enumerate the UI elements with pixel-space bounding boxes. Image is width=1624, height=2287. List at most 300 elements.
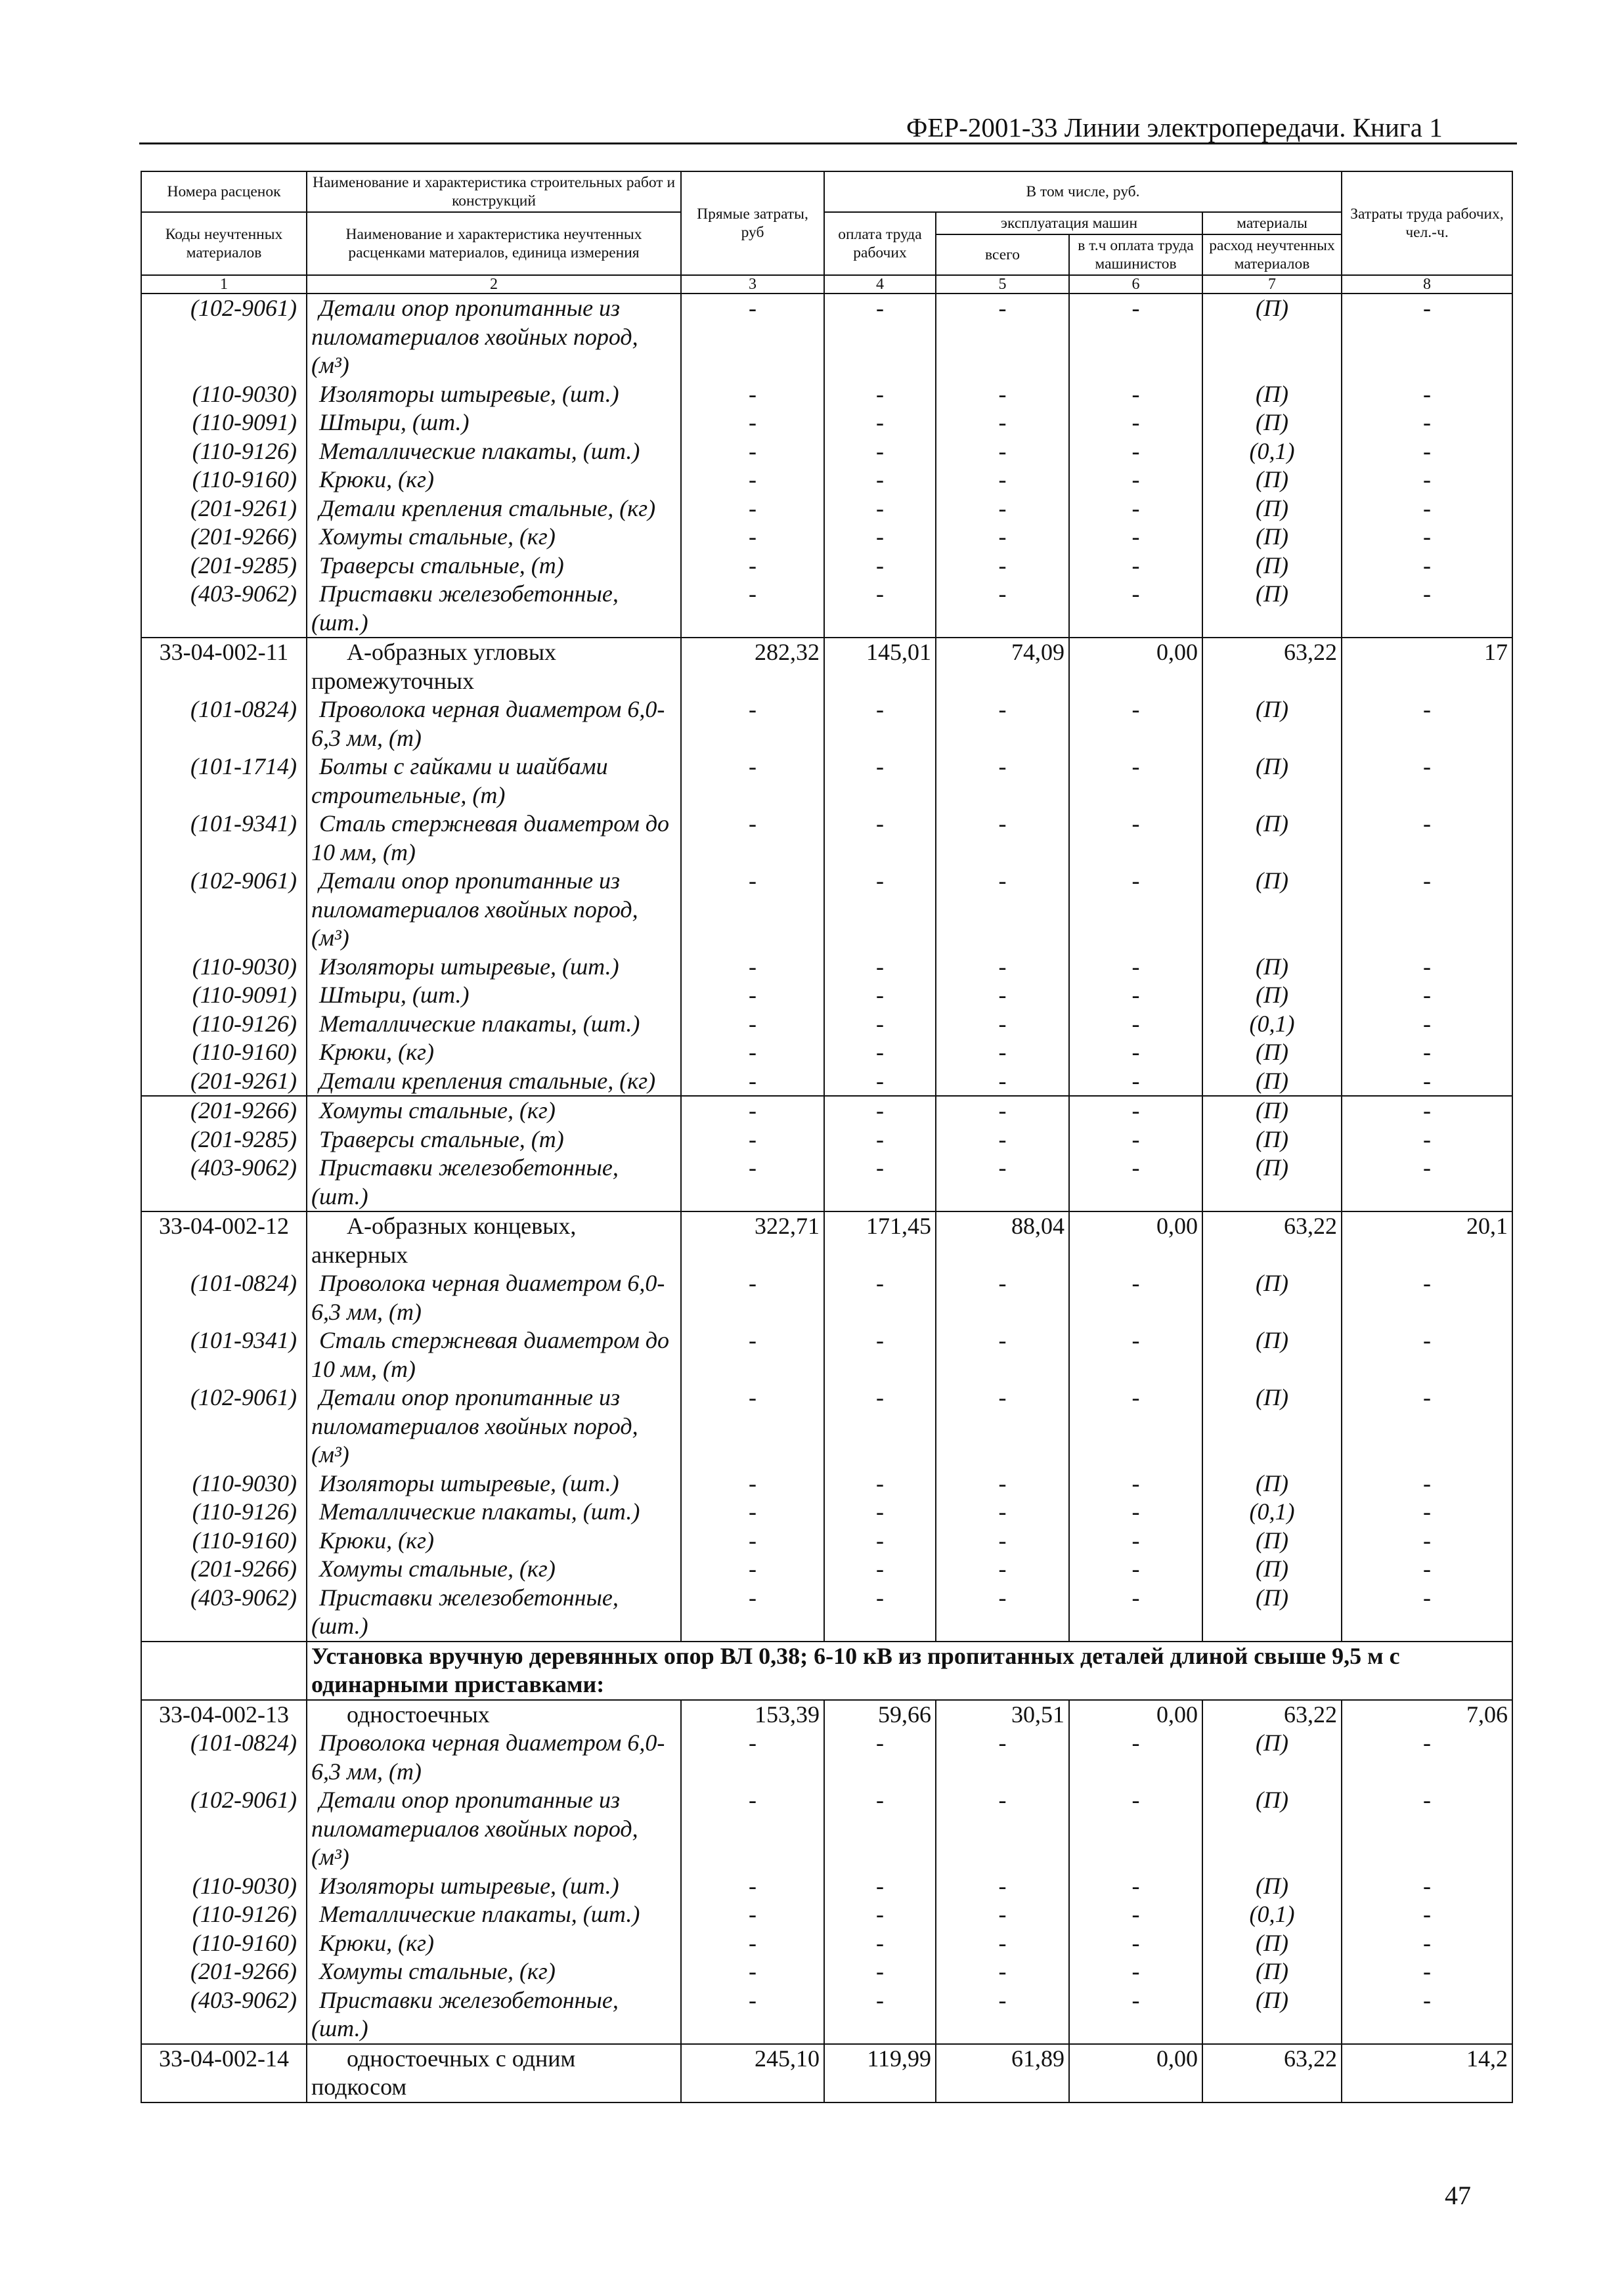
operator-pay-value: -	[1069, 380, 1202, 409]
border-cell	[1069, 2102, 1202, 2103]
material-name: Приставки железобетонные, (шт.)	[307, 1584, 681, 1642]
col-number: 6	[1069, 275, 1202, 294]
material-code: (102-9061)	[141, 867, 307, 953]
material-row	[141, 437, 1512, 466]
labor-pay-value: -	[824, 523, 936, 552]
rate-row	[141, 638, 1512, 695]
machine-total-value: -	[936, 1498, 1069, 1527]
labor-pay-value: -	[824, 1498, 936, 1527]
material-name: Штыри, (шт.)	[307, 408, 681, 437]
operator-pay-value: -	[1069, 580, 1202, 638]
border-cell	[936, 2102, 1069, 2103]
machine-total-value: -	[936, 580, 1069, 638]
labor-costs-value: -	[1342, 1584, 1512, 1642]
material-row	[141, 1527, 1512, 1556]
border-cell	[1342, 2102, 1512, 2103]
work-name: А-образных угловых промежуточных	[307, 638, 681, 695]
machine-total-value: -	[936, 1786, 1069, 1872]
material-name: Изоляторы штыревые, (шт.)	[307, 1470, 681, 1498]
machine-total-value: -	[936, 494, 1069, 523]
operator-pay-value: -	[1069, 408, 1202, 437]
border-cell	[1202, 2102, 1342, 2103]
material-row	[141, 1326, 1512, 1383]
materials-value: (П)	[1202, 752, 1342, 810]
material-code: (201-9266)	[141, 523, 307, 552]
machine-total-value: -	[936, 981, 1069, 1010]
material-name: Сталь стержневая диаметром до 10 мм, (т)	[307, 1326, 681, 1383]
rate-code: 33-04-002-11	[141, 638, 307, 695]
materials-value: (П)	[1202, 1125, 1342, 1154]
labor-costs-value: -	[1342, 1900, 1512, 1929]
material-row	[141, 1010, 1512, 1039]
material-code: (102-9061)	[141, 294, 307, 380]
section-blank-cell	[141, 1642, 307, 1700]
labor-pay-value: -	[824, 1527, 936, 1556]
material-name: Металлические плакаты, (шт.)	[307, 437, 681, 466]
material-code: (101-0824)	[141, 1729, 307, 1786]
material-code: (201-9261)	[141, 1067, 307, 1097]
hdr-material-codes: Коды неучтенных материалов	[141, 212, 307, 275]
material-code: (110-9160)	[141, 1038, 307, 1067]
direct-costs-value: -	[681, 1555, 824, 1584]
machine-total-value: -	[936, 408, 1069, 437]
operator-pay-value: -	[1069, 1555, 1202, 1584]
materials-value: (П)	[1202, 1067, 1342, 1097]
hdr-direct-costs: Прямые затраты, руб	[681, 171, 824, 275]
machine-total-value: -	[936, 1038, 1069, 1067]
materials-value: 63,22	[1202, 1211, 1342, 1269]
material-name: Изоляторы штыревые, (шт.)	[307, 1872, 681, 1901]
labor-costs-value: -	[1342, 380, 1512, 409]
labor-pay-value: -	[824, 1470, 936, 1498]
table-header-row-2	[141, 212, 1512, 234]
operator-pay-value: -	[1069, 552, 1202, 580]
labor-pay-value: -	[824, 752, 936, 810]
operator-pay-value: -	[1069, 1067, 1202, 1097]
materials-value: (П)	[1202, 466, 1342, 494]
labor-costs-value: -	[1342, 953, 1512, 982]
materials-value: (П)	[1202, 1729, 1342, 1786]
material-code: (110-9030)	[141, 1470, 307, 1498]
labor-pay-value: -	[824, 953, 936, 982]
material-name: Детали крепления стальные, (кг)	[307, 1067, 681, 1097]
material-row	[141, 1872, 1512, 1901]
labor-costs-value: -	[1342, 523, 1512, 552]
labor-costs-value: -	[1342, 752, 1512, 810]
labor-pay-value: -	[824, 437, 936, 466]
materials-value: 63,22	[1202, 1700, 1342, 1730]
labor-pay-value: -	[824, 494, 936, 523]
operator-pay-value: -	[1069, 1929, 1202, 1958]
hdr-unaccounted-usage: расход неучтенных материалов	[1202, 234, 1342, 275]
labor-costs-value: -	[1342, 1498, 1512, 1527]
labor-pay-value: -	[824, 1929, 936, 1958]
direct-costs-value: -	[681, 953, 824, 982]
labor-pay-value: -	[824, 1383, 936, 1470]
machine-total-value: -	[936, 1269, 1069, 1326]
operator-pay-value: -	[1069, 1383, 1202, 1470]
rates-table	[141, 171, 1513, 2103]
material-name: Детали опор пропитанные из пиломатериалов хвойных пород, (м³)	[307, 867, 681, 953]
material-code: (110-9030)	[141, 953, 307, 982]
direct-costs-value: -	[681, 1038, 824, 1067]
direct-costs-value: -	[681, 1527, 824, 1556]
materials-value: (П)	[1202, 1957, 1342, 1986]
material-code: (110-9091)	[141, 408, 307, 437]
machine-total-value: -	[936, 437, 1069, 466]
materials-value: (П)	[1202, 1986, 1342, 2044]
document-header: ФЕР-2001-33 Линии электропередачи. Книга 1	[906, 112, 1443, 142]
operator-pay-value: -	[1069, 1584, 1202, 1642]
material-row	[141, 1498, 1512, 1527]
material-name: Металлические плакаты, (шт.)	[307, 1900, 681, 1929]
material-row	[141, 1269, 1512, 1326]
labor-pay-value: -	[824, 1269, 936, 1326]
machine-total-value: -	[936, 1527, 1069, 1556]
material-row	[141, 810, 1512, 867]
machine-total-value: -	[936, 1729, 1069, 1786]
labor-pay-value: -	[824, 1326, 936, 1383]
material-row	[141, 752, 1512, 810]
direct-costs-value: -	[681, 1729, 824, 1786]
material-code: (403-9062)	[141, 1986, 307, 2044]
material-code: (102-9061)	[141, 1383, 307, 1470]
operator-pay-value: -	[1069, 867, 1202, 953]
materials-value: (П)	[1202, 552, 1342, 580]
materials-value: (П)	[1202, 580, 1342, 638]
materials-value: (П)	[1202, 1154, 1342, 1211]
labor-pay-value: -	[824, 981, 936, 1010]
labor-costs-value: -	[1342, 1786, 1512, 1872]
labor-pay-value: 171,45	[824, 1211, 936, 1269]
machine-total-value: -	[936, 1986, 1069, 2044]
material-row	[141, 494, 1512, 523]
labor-costs-value: -	[1342, 981, 1512, 1010]
materials-value: (П)	[1202, 523, 1342, 552]
hdr-including: В том числе, руб.	[824, 171, 1342, 212]
labor-costs-value: -	[1342, 810, 1512, 867]
direct-costs-value: -	[681, 1125, 824, 1154]
material-code: (110-9030)	[141, 1872, 307, 1901]
direct-costs-value: -	[681, 867, 824, 953]
direct-costs-value: -	[681, 466, 824, 494]
operator-pay-value: -	[1069, 1154, 1202, 1211]
labor-costs-value: -	[1342, 494, 1512, 523]
border-cell	[307, 2102, 681, 2103]
labor-costs-value: -	[1342, 867, 1512, 953]
direct-costs-value: -	[681, 810, 824, 867]
materials-value: (П)	[1202, 1326, 1342, 1383]
machine-total-value: -	[936, 1470, 1069, 1498]
materials-value: (0,1)	[1202, 1498, 1342, 1527]
labor-costs-value: -	[1342, 1986, 1512, 2044]
rate-code: 33-04-002-14	[141, 2044, 307, 2102]
material-name: Приставки железобетонные, (шт.)	[307, 580, 681, 638]
operator-pay-value: -	[1069, 1470, 1202, 1498]
materials-value: (П)	[1202, 981, 1342, 1010]
operator-pay-value: -	[1069, 523, 1202, 552]
labor-pay-value: -	[824, 408, 936, 437]
direct-costs-value: -	[681, 523, 824, 552]
rate-row	[141, 1211, 1512, 1269]
operator-pay-value: -	[1069, 1729, 1202, 1786]
material-name: Болты с гайками и шайбами строительные, (т)	[307, 752, 681, 810]
machine-total-value: -	[936, 1584, 1069, 1642]
operator-pay-value: -	[1069, 1786, 1202, 1872]
machine-total-value: 88,04	[936, 1211, 1069, 1269]
material-name: Приставки железобетонные, (шт.)	[307, 1154, 681, 1211]
material-name: Хомуты стальные, (кг)	[307, 1957, 681, 1986]
material-name: Крюки, (кг)	[307, 1038, 681, 1067]
labor-pay-value: -	[824, 1584, 936, 1642]
labor-pay-value: -	[824, 380, 936, 409]
material-code: (101-0824)	[141, 1269, 307, 1326]
machine-total-value: -	[936, 1555, 1069, 1584]
labor-pay-value: 59,66	[824, 1700, 936, 1730]
operator-pay-value: -	[1069, 1498, 1202, 1527]
direct-costs-value: -	[681, 408, 824, 437]
material-name: Изоляторы штыревые, (шт.)	[307, 953, 681, 982]
hdr-labor-pay: оплата труда рабочих	[824, 212, 936, 275]
labor-pay-value: -	[824, 1555, 936, 1584]
machine-total-value: -	[936, 695, 1069, 752]
table-bottom-border	[141, 2102, 1512, 2103]
direct-costs-value: -	[681, 1269, 824, 1326]
materials-value: (0,1)	[1202, 1900, 1342, 1929]
direct-costs-value: -	[681, 552, 824, 580]
labor-pay-value: -	[824, 1872, 936, 1901]
direct-costs-value: -	[681, 380, 824, 409]
operator-pay-value: -	[1069, 1986, 1202, 2044]
hdr-material-name: Наименование и характеристика неучтенных расценками материалов, единица измерения	[307, 212, 681, 275]
material-name: Детали опор пропитанные из пиломатериалов хвойных пород, (м³)	[307, 1786, 681, 1872]
labor-pay-value: -	[824, 1957, 936, 1986]
material-name: Траверсы стальные, (т)	[307, 1125, 681, 1154]
material-row	[141, 1154, 1512, 1211]
col-number: 7	[1202, 275, 1342, 294]
col-number: 2	[307, 275, 681, 294]
material-row	[141, 953, 1512, 982]
materials-value: (П)	[1202, 953, 1342, 982]
col-number: 8	[1342, 275, 1512, 294]
machine-total-value: -	[936, 810, 1069, 867]
col-number: 1	[141, 275, 307, 294]
material-row	[141, 1786, 1512, 1872]
section-title: Установка вручную деревянных опор ВЛ 0,38; 6-10 кВ из пропитанных деталей длиной свыше 9,5 м с одинарными приставками:	[307, 1642, 1512, 1700]
labor-costs-value: 7,06	[1342, 1700, 1512, 1730]
materials-value: 63,22	[1202, 2044, 1342, 2102]
material-row	[141, 1038, 1512, 1067]
material-row	[141, 580, 1512, 638]
material-name: Крюки, (кг)	[307, 1929, 681, 1958]
rate-row	[141, 1700, 1512, 1730]
material-row	[141, 1729, 1512, 1786]
labor-costs-value: 20,1	[1342, 1211, 1512, 1269]
operator-pay-value: -	[1069, 953, 1202, 982]
material-row	[141, 1929, 1512, 1958]
material-code: (110-9160)	[141, 1527, 307, 1556]
direct-costs-value: -	[681, 1872, 824, 1901]
material-row	[141, 466, 1512, 494]
material-row	[141, 1957, 1512, 1986]
material-code: (110-9160)	[141, 466, 307, 494]
col-number: 4	[824, 275, 936, 294]
materials-value: (П)	[1202, 1096, 1342, 1125]
labor-pay-value: 119,99	[824, 2044, 936, 2102]
machine-total-value: -	[936, 1125, 1069, 1154]
labor-costs-value: -	[1342, 1326, 1512, 1383]
header-rule	[139, 142, 1517, 144]
operator-pay-value: -	[1069, 1269, 1202, 1326]
operator-pay-value: -	[1069, 1326, 1202, 1383]
labor-costs-value: -	[1342, 1929, 1512, 1958]
material-name: Изоляторы штыревые, (шт.)	[307, 380, 681, 409]
machine-total-value: -	[936, 1326, 1069, 1383]
labor-costs-value: -	[1342, 1269, 1512, 1326]
direct-costs-value: -	[681, 294, 824, 380]
hdr-labor-costs: Затраты труда рабочих, чел.-ч.	[1342, 171, 1512, 275]
materials-value: (П)	[1202, 408, 1342, 437]
direct-costs-value: 282,32	[681, 638, 824, 695]
direct-costs-value: -	[681, 437, 824, 466]
materials-value: (П)	[1202, 1269, 1342, 1326]
material-name: Траверсы стальные, (т)	[307, 552, 681, 580]
material-code: (201-9285)	[141, 552, 307, 580]
border-cell	[681, 2102, 824, 2103]
hdr-machine-operation: эксплуатация машин	[936, 212, 1202, 234]
labor-pay-value: -	[824, 552, 936, 580]
material-code: (201-9266)	[141, 1957, 307, 1986]
machine-total-value: -	[936, 953, 1069, 982]
labor-costs-value: -	[1342, 1729, 1512, 1786]
labor-pay-value: 145,01	[824, 638, 936, 695]
operator-pay-value: -	[1069, 1096, 1202, 1125]
labor-pay-value: -	[824, 1067, 936, 1097]
material-row	[141, 408, 1512, 437]
rate-code: 33-04-002-12	[141, 1211, 307, 1269]
material-code: (110-9091)	[141, 981, 307, 1010]
material-row	[141, 981, 1512, 1010]
material-name: Хомуты стальные, (кг)	[307, 523, 681, 552]
material-row	[141, 1096, 1512, 1125]
material-code: (201-9266)	[141, 1096, 307, 1125]
labor-pay-value: -	[824, 294, 936, 380]
direct-costs-value: 245,10	[681, 2044, 824, 2102]
labor-costs-value: -	[1342, 466, 1512, 494]
section-heading-row	[141, 1642, 1512, 1700]
materials-value: (П)	[1202, 1929, 1342, 1958]
machine-total-value: 74,09	[936, 638, 1069, 695]
operator-pay-value: -	[1069, 1038, 1202, 1067]
labor-costs-value: -	[1342, 1154, 1512, 1211]
material-name: Металлические плакаты, (шт.)	[307, 1010, 681, 1039]
materials-value: (П)	[1202, 380, 1342, 409]
labor-pay-value: -	[824, 1125, 936, 1154]
operator-pay-value: 0,00	[1069, 1700, 1202, 1730]
machine-total-value: -	[936, 1383, 1069, 1470]
labor-costs-value: -	[1342, 294, 1512, 380]
operator-pay-value: -	[1069, 1900, 1202, 1929]
labor-pay-value: -	[824, 466, 936, 494]
direct-costs-value: -	[681, 1498, 824, 1527]
material-code: (101-1714)	[141, 752, 307, 810]
machine-total-value: -	[936, 1010, 1069, 1039]
labor-pay-value: -	[824, 867, 936, 953]
operator-pay-value: -	[1069, 1010, 1202, 1039]
labor-costs-value: -	[1342, 1383, 1512, 1470]
labor-costs-value: -	[1342, 437, 1512, 466]
operator-pay-value: -	[1069, 810, 1202, 867]
direct-costs-value: 153,39	[681, 1700, 824, 1730]
material-code: (403-9062)	[141, 1154, 307, 1211]
labor-pay-value: -	[824, 1786, 936, 1872]
work-name: одностоечных	[307, 1700, 681, 1730]
material-code: (201-9285)	[141, 1125, 307, 1154]
labor-pay-value: -	[824, 1986, 936, 2044]
materials-value: (П)	[1202, 1527, 1342, 1556]
machine-total-value: -	[936, 1957, 1069, 1986]
labor-costs-value: -	[1342, 1010, 1512, 1039]
materials-value: (П)	[1202, 1383, 1342, 1470]
labor-costs-value: -	[1342, 1067, 1512, 1097]
border-cell	[141, 2102, 307, 2103]
machine-total-value: -	[936, 1929, 1069, 1958]
material-code: (201-9266)	[141, 1555, 307, 1584]
materials-value: (П)	[1202, 867, 1342, 953]
material-row	[141, 523, 1512, 552]
direct-costs-value: -	[681, 1010, 824, 1039]
labor-pay-value: -	[824, 810, 936, 867]
work-name: одностоечных с одним подкосом	[307, 2044, 681, 2102]
labor-costs-value: -	[1342, 1038, 1512, 1067]
material-name: Крюки, (кг)	[307, 466, 681, 494]
direct-costs-value: -	[681, 580, 824, 638]
col-number: 3	[681, 275, 824, 294]
material-row	[141, 1125, 1512, 1154]
table-header-row-1	[141, 171, 1512, 212]
material-name: Сталь стержневая диаметром до 10 мм, (т)	[307, 810, 681, 867]
material-row	[141, 552, 1512, 580]
material-code: (101-9341)	[141, 810, 307, 867]
direct-costs-value: -	[681, 1957, 824, 1986]
material-code: (101-9341)	[141, 1326, 307, 1383]
rate-code: 33-04-002-13	[141, 1700, 307, 1730]
machine-total-value: -	[936, 867, 1069, 953]
material-code: (110-9126)	[141, 437, 307, 466]
border-cell	[824, 2102, 936, 2103]
material-name: Крюки, (кг)	[307, 1527, 681, 1556]
direct-costs-value: -	[681, 1096, 824, 1125]
material-row	[141, 1986, 1512, 2044]
machine-total-value: -	[936, 1154, 1069, 1211]
machine-total-value: 30,51	[936, 1700, 1069, 1730]
materials-value: (П)	[1202, 1470, 1342, 1498]
machine-total-value: -	[936, 1900, 1069, 1929]
operator-pay-value: -	[1069, 1125, 1202, 1154]
labor-pay-value: -	[824, 1010, 936, 1039]
direct-costs-value: -	[681, 1584, 824, 1642]
direct-costs-value: -	[681, 494, 824, 523]
material-code: (101-0824)	[141, 695, 307, 752]
labor-costs-value: -	[1342, 1125, 1512, 1154]
labor-pay-value: -	[824, 695, 936, 752]
direct-costs-value: -	[681, 752, 824, 810]
materials-value: (П)	[1202, 1584, 1342, 1642]
direct-costs-value: -	[681, 1067, 824, 1097]
materials-value: (П)	[1202, 294, 1342, 380]
material-row	[141, 695, 1512, 752]
hdr-rate-numbers: Номера расценок	[141, 171, 307, 212]
